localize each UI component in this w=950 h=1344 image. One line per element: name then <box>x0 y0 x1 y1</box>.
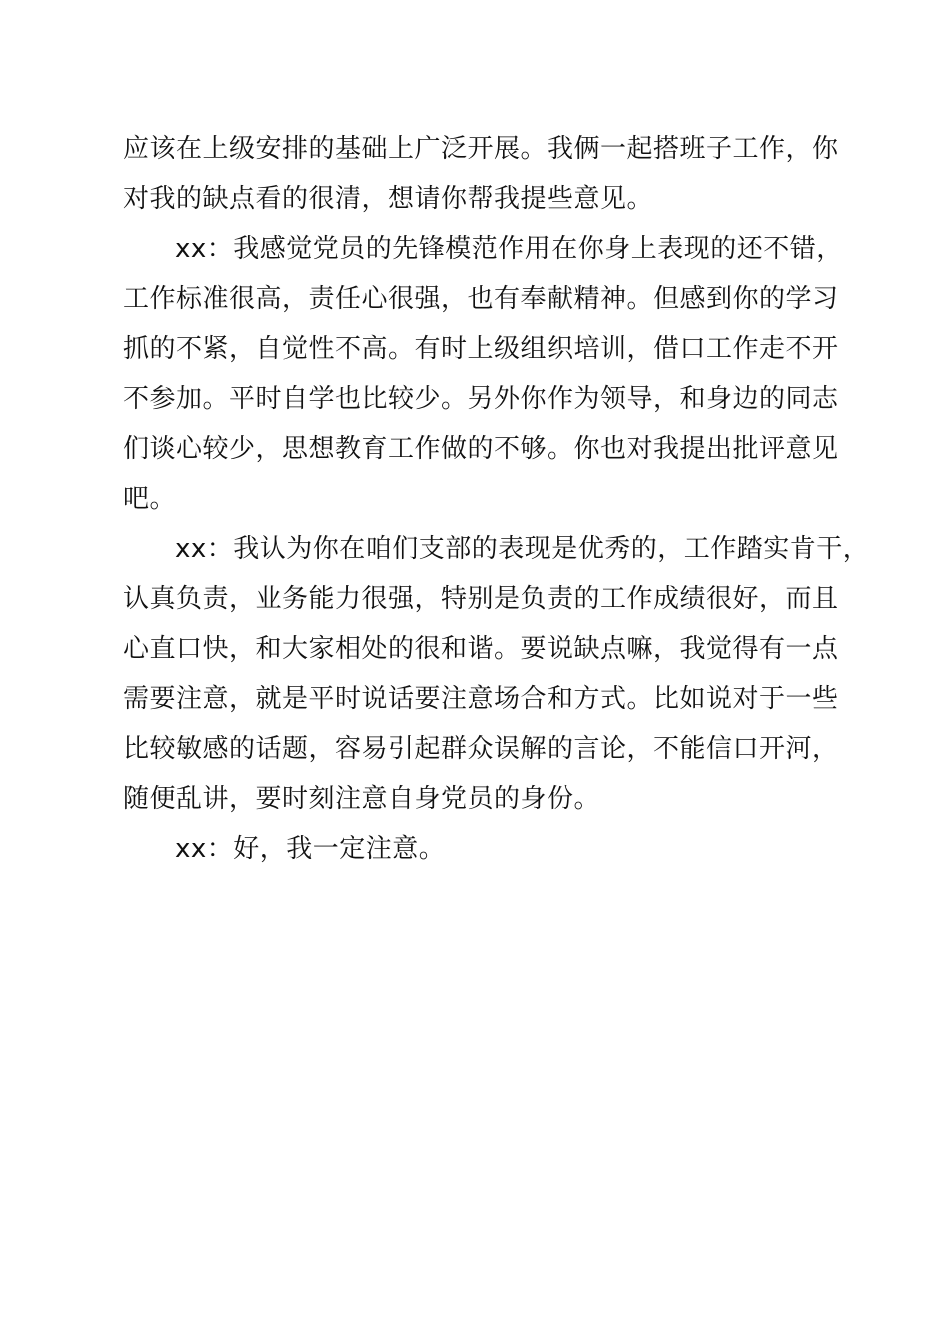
text-line: 吧。 <box>123 484 177 514</box>
paragraph-3 <box>123 524 870 824</box>
text-line: 认真负责，业务能力很强，特别是负责的工作成绩很好，而且 <box>123 584 839 614</box>
text-line: 工作标准很高，责任心很强，也有奉献精神。但感到你的学习 <box>123 284 839 314</box>
text-line: 们谈心较少，思想教育工作做的不够。你也对我提出批评意见 <box>123 434 839 464</box>
text-line: 随便乱讲，要时刻注意自身党员的身份。 <box>123 784 601 814</box>
text-line: xx：我认为你在咱们支部的表现是优秀的，工作踏实肯干， <box>175 534 870 564</box>
text-line: 应该在上级安排的基础上广泛开展。我俩一起搭班子工作，你 <box>123 134 839 164</box>
paragraph-4 <box>123 824 843 874</box>
paragraph-2 <box>123 224 843 524</box>
text-line: 心直口快，和大家相处的很和谐。要说缺点嘛，我觉得有一点 <box>123 634 839 664</box>
text-line: 对我的缺点看的很清，想请你帮我提些意见。 <box>123 184 654 214</box>
paragraph-1 <box>123 124 843 224</box>
text-line: xx：我感觉党员的先锋模范作用在你身上表现的还不错， <box>175 234 843 264</box>
text-line: 比较敏感的话题，容易引起群众误解的言论，不能信口开河， <box>123 734 839 764</box>
text-line: xx：好，我一定注意。 <box>175 834 446 864</box>
document-body <box>123 124 870 874</box>
text-line: 需要注意，就是平时说话要注意场合和方式。比如说对于一些 <box>123 684 839 714</box>
text-line: 抓的不紧，自觉性不高。有时上级组织培训，借口工作走不开 <box>123 334 839 364</box>
text-line: 不参加。平时自学也比较少。另外你作为领导，和身边的同志 <box>123 384 839 414</box>
